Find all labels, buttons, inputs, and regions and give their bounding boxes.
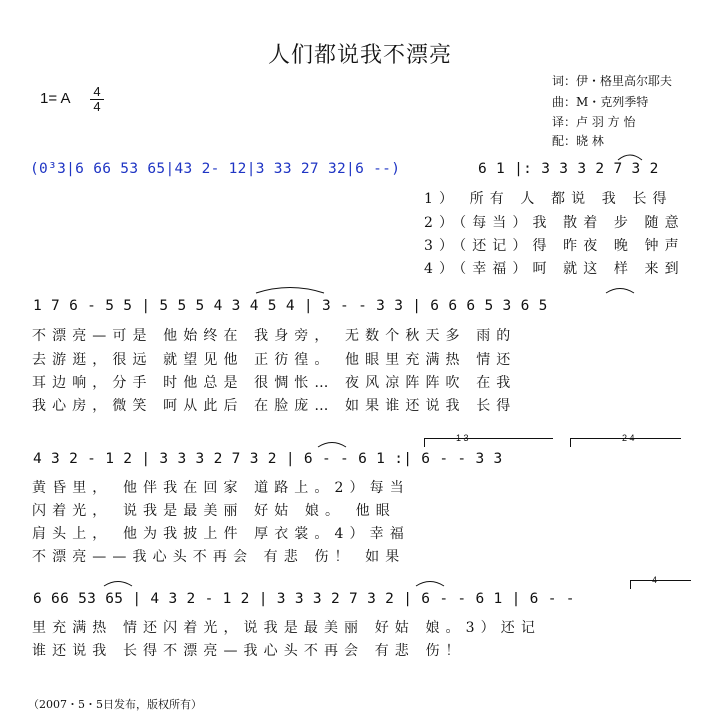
row4-lyric-1: 里充满热 情还闪着光，说我是最美丽 好姑 娘。3）还记 (32, 620, 541, 636)
row2-lyric-4: 我心房，微笑 呵从此后 在脸庞… 如果谁还说我 长得 (32, 398, 517, 414)
row3-lyric-1: 黄昏里， 他伴我在回家 道路上。2）每当 (32, 480, 410, 496)
row3-lyric-3: 肩头上， 他为我披上件 厚衣裳。4）幸福 (32, 526, 410, 542)
row1-verse-2: 2）（每当）我 散着 步 随意 (424, 215, 685, 231)
lyricist-credit: 词：伊・格里高尔耶夫 (552, 74, 673, 88)
composer-credit: 曲：M・克列季特 (552, 95, 649, 109)
copyright-footer: （2007・5・5日发布，版权所有） (28, 698, 202, 711)
row2-notes: 1 7 6 - 5 5 | 5 5 5 4 3 4 5 4 | 3 - - 3 3 | 6 6 6 5 3 6 5 (33, 298, 548, 314)
row3-notes: 4 3 2 - 1 2 | 3 3 3 2 7 3 2 | 6 - - 6 1 :| 6 - - 3 3 (33, 451, 503, 467)
translator-credit: 译：卢 羽 方 怡 (552, 115, 636, 129)
second-ending-label: 2 4 (622, 433, 635, 443)
row1-notes: 6 1 |: 3 3 3 2 7 3 2 (478, 161, 659, 177)
row4-lyric-2: 谁还说我 长得不漂亮—我心头不再会 有悲 伤！ (32, 643, 466, 659)
row1-verse-3: 3）（还记）得 昨夜 晚 钟声 (424, 238, 685, 254)
intro-notes: (0³3|6 66 53 65|43 2- 12|3 33 27 32|6 --) (30, 161, 401, 177)
row2-lyric-1: 不漂亮—可是 他始终在 我身旁， 无数个秋天多 雨的 (32, 328, 517, 344)
song-title: 人们都说我不漂亮 (267, 43, 452, 68)
row3-lyric-4: 不漂亮——我心头不再会 有悲 伤！ 如果 (32, 549, 406, 565)
row2-lyric-2: 去游逛，很远 就望见他 正彷徨。 他眼里充满热 情还 (32, 352, 517, 368)
row2-lyric-3: 耳边响，分手 时他总是 很惆怅… 夜风凉阵阵吹 在我 (32, 375, 517, 391)
time-signature-bottom: 4 (93, 99, 101, 114)
row1-verse-1: 1） 所有 人 都说 我 长得 (424, 191, 673, 207)
time-signature-top: 4 (93, 84, 101, 99)
first-ending-label: 1 3 (456, 433, 469, 443)
final-ending-label: 4 (652, 575, 658, 585)
row4-notes: 6 66 53 65 | 4 3 2 - 1 2 | 3 3 3 2 7 3 2 | 6 - - 6 1 | 6 - - (33, 591, 575, 607)
row3-lyric-2: 闪着光， 说我是最美丽 好姑 娘。 他眼 (32, 503, 396, 519)
arranger-credit: 配：晓 林 (552, 134, 604, 148)
key-signature: 1= A (40, 90, 71, 107)
row1-verse-4: 4）（幸福）呵 就这 样 来到 (424, 261, 685, 277)
